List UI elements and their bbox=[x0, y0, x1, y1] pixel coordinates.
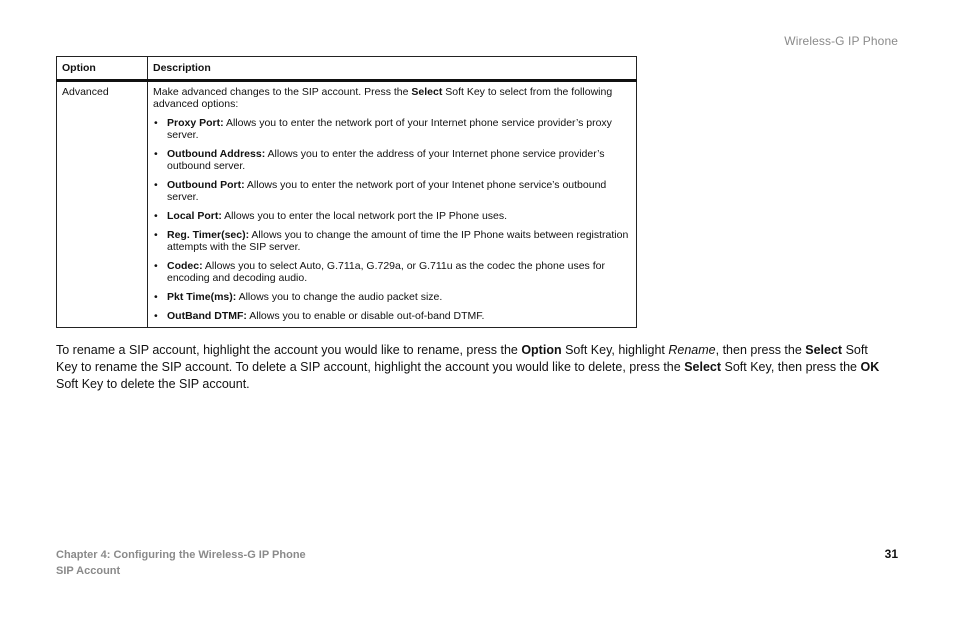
list-item bbox=[153, 260, 631, 284]
list-item bbox=[153, 148, 631, 172]
description-intro bbox=[153, 86, 631, 110]
para-bold-select: Select bbox=[684, 360, 722, 374]
footer-section: SIP Account bbox=[56, 565, 121, 577]
list-item bbox=[153, 291, 631, 303]
option-text: Allows you to change the audio packet size. bbox=[236, 291, 443, 303]
option-term: Reg. Timer(sec): bbox=[167, 229, 250, 241]
intro-text-end: Soft Key to select from the following advanced options: bbox=[153, 86, 613, 110]
option-term: Proxy Port: bbox=[167, 117, 224, 129]
option-text: Allows you to enter the network port of your Internet phone service provider’s proxy server. bbox=[167, 117, 612, 141]
option-term: Outbound Port: bbox=[167, 179, 245, 191]
para-text: Soft Key to delete the SIP account. bbox=[56, 377, 250, 391]
para-text: To rename a SIP account, highlight the account you would like to rename, press the bbox=[56, 343, 522, 357]
description-cell bbox=[148, 81, 637, 328]
intro-text-start: Make advanced changes to the SIP account. Press the bbox=[153, 86, 412, 98]
rename-delete-paragraph bbox=[56, 342, 886, 393]
para-bold-ok: OK bbox=[860, 360, 880, 374]
footer bbox=[56, 547, 306, 579]
para-bold-option: Option bbox=[521, 343, 562, 357]
para-text: Soft Key to rename the SIP account. To delete a SIP account, highlight the account you would like to delete, press the bbox=[56, 343, 868, 374]
list-item bbox=[153, 229, 631, 253]
option-cell: Advanced bbox=[57, 81, 148, 328]
list-item bbox=[153, 310, 631, 322]
table-header-row bbox=[57, 57, 637, 81]
running-header: Wireless-G IP Phone bbox=[784, 34, 898, 48]
column-header-option: Option bbox=[57, 57, 148, 81]
option-term: Outbound Address: bbox=[167, 148, 266, 160]
advanced-options-list bbox=[153, 117, 631, 322]
para-italic-rename: Rename bbox=[668, 343, 716, 357]
option-text: Allows you to enter the address of your Internet phone service provider’s outbound server. bbox=[167, 148, 605, 172]
table-row bbox=[57, 81, 637, 328]
option-text: Allows you to enter the network port of your Intenet phone service’s outbound server. bbox=[167, 179, 607, 203]
page-number: 31 bbox=[884, 547, 898, 561]
option-term: Codec: bbox=[167, 260, 203, 272]
footer-chapter: Chapter 4: Configuring the Wireless-G IP Phone bbox=[56, 549, 306, 561]
list-item bbox=[153, 179, 631, 203]
option-text: Allows you to select Auto, G.711a, G.729a, or G.711u as the codec the phone uses for encoding and decoding audio. bbox=[167, 260, 605, 284]
list-item bbox=[153, 117, 631, 141]
list-item bbox=[153, 210, 631, 222]
para-text: Soft Key, then press the bbox=[721, 360, 861, 374]
para-text: , then press the bbox=[715, 343, 806, 357]
options-table bbox=[56, 56, 637, 328]
column-header-description: Description bbox=[148, 57, 637, 81]
option-text: Allows you to enable or disable out-of-band DTMF. bbox=[246, 310, 485, 322]
option-term: Local Port: bbox=[167, 210, 222, 222]
intro-bold-select: Select bbox=[411, 86, 443, 98]
para-text: Soft Key, highlight bbox=[561, 343, 669, 357]
option-text: Allows you to enter the local network port the IP Phone uses. bbox=[221, 210, 508, 222]
option-text: Allows you to change the amount of time the IP Phone waits between registration attempts with the SIP server. bbox=[167, 229, 629, 253]
para-bold-select: Select bbox=[805, 343, 843, 357]
option-term: OutBand DTMF: bbox=[167, 310, 247, 322]
option-term: Pkt Time(ms): bbox=[167, 291, 237, 303]
